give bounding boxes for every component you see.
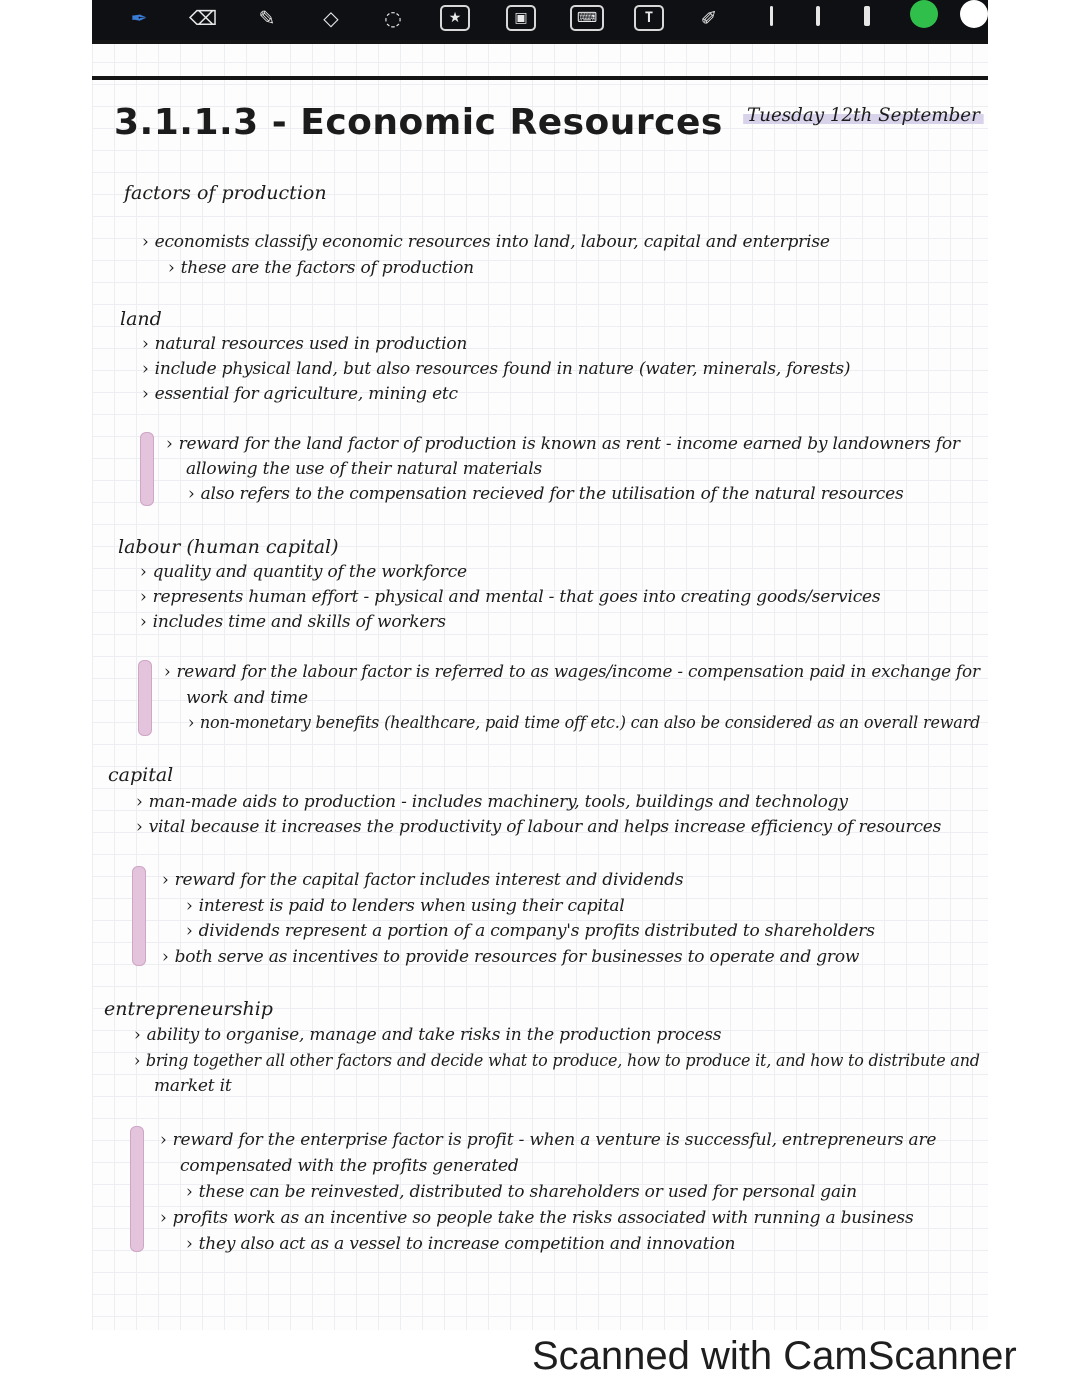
land-reward-line-3: › also refers to the compensation recieved for the utilisation of the natural resources <box>188 484 904 504</box>
labour-line-3: › includes time and skills of workers <box>140 612 446 632</box>
stroke-size-medium[interactable] <box>816 6 820 26</box>
heading-factors: factors of production <box>124 182 327 204</box>
labour-line-2: › represents human effort - physical and mental - that goes into creating goods/services <box>140 587 881 607</box>
enterprise-reward-line-5: › they also act as a vessel to increase competition and innovation <box>186 1234 736 1254</box>
land-line-1: › natural resources used in production <box>142 334 468 354</box>
enterprise-line-1: › ability to organise, manage and take risks in the production process <box>134 1025 722 1045</box>
color-swatch-green[interactable] <box>910 0 938 28</box>
capital-line-2: › vital because it increases the productivity of labour and helps increase efficiency of resources <box>136 817 942 837</box>
sticker-tool-icon[interactable]: ★ <box>440 5 470 31</box>
factors-line-1: › economists classify economic resources into land, labour, capital and enterprise <box>142 232 830 252</box>
enterprise-reward-line-3: › these can be reinvested, distributed to shareholders or used for personal gain <box>186 1182 857 1202</box>
color-swatch-white[interactable] <box>960 0 988 28</box>
shapes-tool-icon[interactable]: ◇ <box>323 6 339 30</box>
enterprise-reward-line-4: › profits work as an incentive so people take the risks associated with running a business <box>160 1208 914 1228</box>
image-tool-icon[interactable]: ▣ <box>506 5 536 31</box>
labour-line-1: › quality and quantity of the workforce <box>140 562 467 582</box>
page-header-rule <box>92 76 988 80</box>
capital-reward-line-1: › reward for the capital factor includes interest and dividends <box>162 870 684 890</box>
pencil-tool-icon[interactable]: ✎ <box>258 6 276 30</box>
heading-capital: capital <box>108 764 173 786</box>
labour-reward-line-1: › reward for the labour factor is referred to as wages/income - compensation paid in exchange for <box>164 662 980 682</box>
lasso-tool-icon[interactable]: ◌ <box>384 6 402 30</box>
capital-reward-line-4: › both serve as incentives to provide resources for businesses to operate and grow <box>162 947 860 967</box>
land-line-2: › include physical land, but also resources found in nature (water, minerals, forests) <box>142 359 851 379</box>
enterprise-reward-highlight-bar <box>130 1126 144 1252</box>
text-tool-icon[interactable]: T <box>634 5 664 31</box>
land-line-3: › essential for agriculture, mining etc <box>142 384 458 404</box>
land-reward-line-2: allowing the use of their natural materials <box>186 459 542 479</box>
page-title: 3.1.1.3 - Economic Resources <box>114 102 723 143</box>
capital-line-1: › man-made aids to production - includes machinery, tools, buildings and technology <box>136 792 848 812</box>
stroke-size-large[interactable] <box>864 6 870 26</box>
enterprise-line-3: market it <box>154 1076 232 1096</box>
capital-reward-line-3: › dividends represent a portion of a company's profits distributed to shareholders <box>186 921 875 941</box>
capital-reward-line-2: › interest is paid to lenders when using their capital <box>186 896 625 916</box>
keyboard-tool-icon[interactable]: ⌨ <box>570 5 604 31</box>
page-date: Tuesday 12th September <box>747 104 980 126</box>
heading-land: land <box>120 308 162 330</box>
heading-enterprise: entrepreneurship <box>104 998 273 1020</box>
land-reward-line-1: › reward for the land factor of production is known as rent - income earned by landowners for <box>166 434 960 454</box>
pen-tool-icon[interactable]: ✒ <box>130 6 148 30</box>
factors-line-2: › these are the factors of production <box>168 258 474 278</box>
highlighter-tool-icon[interactable]: ✐ <box>700 6 718 30</box>
eraser-tool-icon[interactable]: ⌫ <box>188 6 218 30</box>
annotation-toolbar <box>92 0 988 40</box>
labour-reward-highlight-bar <box>138 660 152 736</box>
page-top-rule <box>92 40 988 44</box>
labour-reward-line-3: › non-monetary benefits (healthcare, paid time off etc.) can also be considered as an overall reward <box>188 713 981 733</box>
scanner-watermark: Scanned with CamScanner <box>532 1334 1017 1378</box>
capital-reward-highlight-bar <box>132 866 146 966</box>
enterprise-reward-line-1: › reward for the enterprise factor is profit - when a venture is successful, entrepreneurs are <box>160 1130 937 1150</box>
land-reward-highlight-bar <box>140 432 154 506</box>
enterprise-reward-line-2: compensated with the profits generated <box>180 1156 519 1176</box>
labour-reward-line-2: work and time <box>186 688 308 708</box>
stroke-size-small[interactable] <box>770 6 773 26</box>
enterprise-line-2: › bring together all other factors and decide what to produce, how to produce it, and how to distribute and <box>134 1051 980 1071</box>
heading-labour: labour (human capital) <box>118 536 339 558</box>
